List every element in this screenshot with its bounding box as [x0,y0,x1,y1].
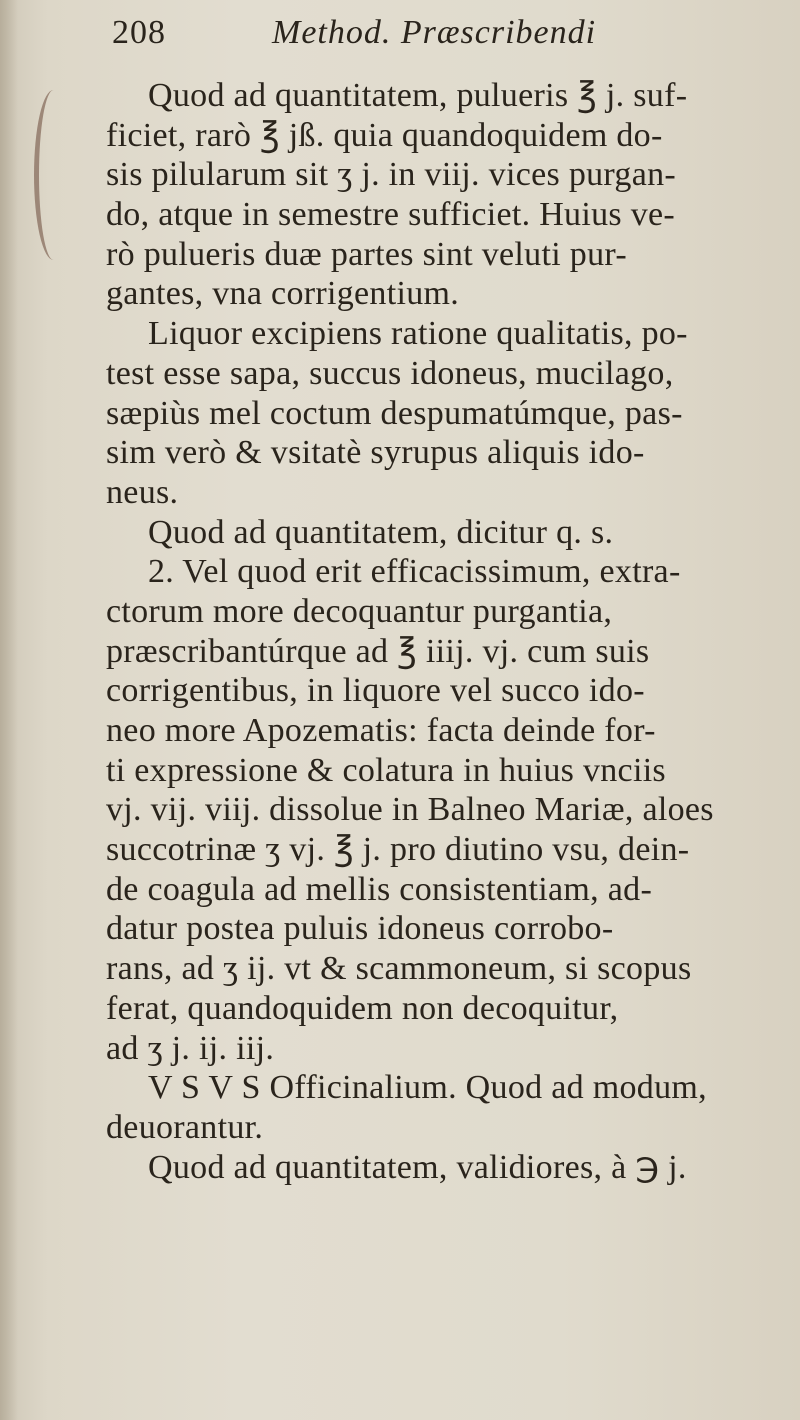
text-line: neus. [106,473,179,511]
text-line: vj. vij. viij. dissolue in Balneo Mariæ, aloes [106,791,714,829]
text-line: 2. Vel quod erit efficacissimum, extra- [148,553,681,591]
text-line: do, atque in semestre sufficiet. Huius ve- [106,196,676,234]
text-line: præscribantúrque ad ℥ iiij. vj. cum suis [106,632,650,670]
text-line: Quod ad quantitatem, pulueris ℥ j. suf- [148,77,688,114]
text-line: succotrinæ ʒ vj. ℥ j. pro diutino vsu, dein- [106,831,690,869]
text-line: Liquor excipiens ratione qualitatis, po- [148,315,688,353]
text-line: rans, ad ʒ ij. vt & scammoneum, si scopus [106,950,692,988]
text-line: rò pulueris duæ partes sint veluti pur- [106,235,627,273]
text-line: deuorantur. [106,1108,264,1146]
text-line: Quod ad quantitatem, dicitur q. s. [148,513,614,551]
text-line: ctorum more decoquantur purgantia, [106,592,613,630]
text-line: sis pilularum sit ʒ j. in viij. vices purgan- [106,156,677,194]
text-line: ti expressione & colatura in huius vnciis [106,751,666,789]
text-line: neo more Apozematis: facta deinde for- [106,712,656,749]
text-line: ficiet, rarò ℥ jß. quia quandoquidem do- [106,116,663,154]
text-line: Quod ad quantitatem, validiores, à ℈ j. [148,1148,687,1186]
text-line: corrigentibus, in liquore vel succo ido- [106,672,645,710]
text-line: V S V S Officinalium. Quod ad modum, [148,1069,707,1107]
text-line: gantes, vna corrigentium. [106,275,460,313]
gutter-shadow [0,0,18,1420]
text-line: ferat, quandoquidem non decoquitur, [106,989,619,1027]
running-title: Method. Præscribendi [272,14,597,51]
text-line: de coagula ad mellis consistentiam, ad- [106,870,653,908]
ink-bleed-mark [34,90,73,260]
text-line: sæpiùs mel coctum despumatúmque, pas- [106,394,683,432]
text-line: datur postea puluis idoneus corrobo- [106,910,614,948]
text-line: ad ʒ j. ij. iij. [106,1029,275,1067]
page-number: 208 [112,14,166,51]
body-text [106,76,796,1187]
page-header [112,14,752,60]
text-line: test esse sapa, succus idoneus, mucilago, [106,354,674,392]
text-line: sim verò & vsitatè syrupus aliquis ido- [106,434,645,472]
